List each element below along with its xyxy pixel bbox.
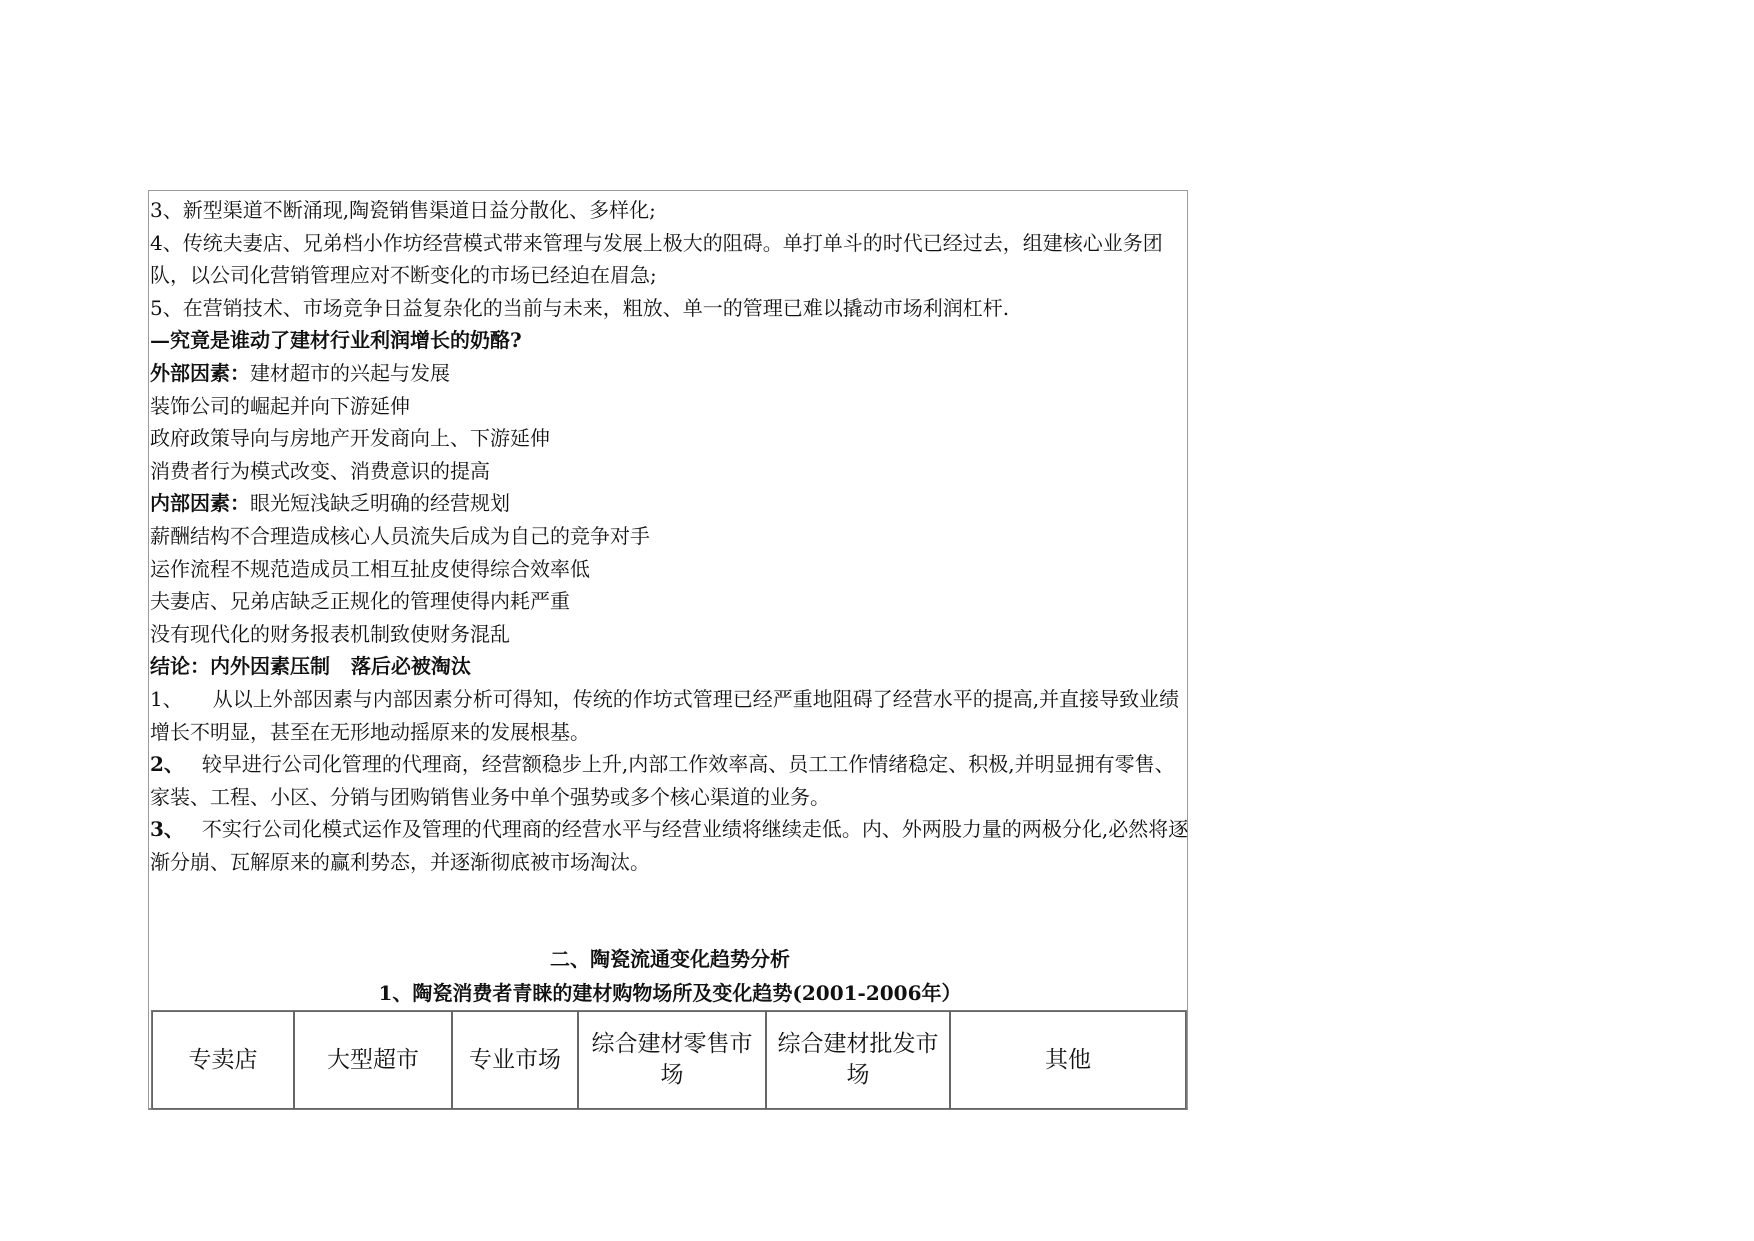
conclusion-number-2: 2、 (150, 752, 184, 777)
table-title: 1、陶瓷消费者青睐的建材购物场所及变化趋势(2001-2006年） (378, 981, 962, 1005)
table-header-cell: 综合建材批发市场 (766, 1011, 950, 1109)
table-header-cell: 大型超市 (294, 1011, 452, 1109)
table-header-cell: 综合建材零售市场 (578, 1011, 766, 1109)
conclusion-text-1: 从以上外部因素与内部因素分析可得知，传统的作坊式管理已经严重地阻碍了经营水平的提高,并直接导致业绩增长不明显，甚至在无形地动摇原来的发展根基。 (150, 686, 1180, 744)
table-header-cell: 其他 (950, 1011, 1186, 1109)
conclusion-text-3: 不实行公司化模式运作及管理的代理商的经营水平与经营业绩将继续走低。内、外两股力量的两极分化,必然将逐渐分崩、瓦解原来的赢利势态，并逐渐彻底被市场淘汰。 (150, 817, 1189, 874)
external-factor-3: 政府政策导向与房地产开发商向上、下游延伸 (150, 426, 550, 451)
document-body (150, 194, 1190, 878)
internal-factor-3: 运作流程不规范造成员工相互扯皮使得综合效率低 (150, 556, 590, 581)
external-factor-text: 建材超市的兴起与发展 (250, 360, 450, 385)
external-factor-2: 装饰公司的崛起并向下游延伸 (150, 393, 410, 418)
external-factor-1 (150, 357, 1190, 390)
conclusion-text-2: 较早进行公司化管理的代理商，经营额稳步上升,内部工作效率高、员工工作情绪稳定、积极,并明显拥有零售、家装、工程、小区、分销与团购销售业务中单个强势或多个核心渠道的业务。 (150, 752, 1175, 809)
conclusion-item-2 (150, 748, 1190, 813)
internal-factor-2: 薪酬结构不合理造成核心人员流失后成为自己的竞争对手 (150, 523, 650, 548)
paragraph-item-4: 4、传统夫妻店、兄弟档小作坊经营模式带来管理与发展上极大的阻碍。单打单斗的时代已经过去，组建核心业务团队，以公司化营销管理应对不断变化的市场已经迫在眉急; (150, 230, 1163, 288)
paragraph-item-5: 5、在营销技术、市场竞争日益复杂化的当前与未来，粗放、单一的管理已难以撬动市场利润杠杆. (150, 295, 1010, 320)
internal-factor-4: 夫妻店、兄弟店缺乏正规化的管理使得内耗严重 (150, 589, 570, 614)
conclusion-item-3 (150, 813, 1190, 878)
shopping-venue-table (151, 1010, 1187, 1110)
paragraph-item-3: 3、新型渠道不断涌现,陶瓷销售渠道日益分散化、多样化; (150, 198, 656, 222)
internal-factor-5: 没有现代化的财务报表机制致使财务混乱 (150, 621, 510, 646)
conclusion-heading: 结论：内外因素压制 落后必被淘汰 (150, 654, 471, 679)
conclusion-item-1 (150, 683, 1190, 748)
conclusion-number-3: 3、 (150, 817, 184, 842)
table-header-cell: 专业市场 (452, 1011, 578, 1109)
internal-factors-label: 内部因素： (150, 491, 250, 516)
external-factors-label: 外部因素： (150, 360, 250, 385)
internal-factor-1 (150, 487, 1190, 520)
section-title: 二、陶瓷流通变化趋势分析 (550, 947, 790, 971)
internal-factor-text: 眼光短浅缺乏明确的经营规划 (250, 491, 510, 516)
table-header-row (152, 1011, 1186, 1109)
conclusion-number-1: 1、 (150, 686, 183, 711)
external-factor-4: 消费者行为模式改变、消费意识的提高 (150, 458, 490, 483)
question-heading: —究竟是谁动了建材行业利润增长的奶酪? (150, 328, 522, 353)
table-header-cell: 专卖店 (152, 1011, 294, 1109)
